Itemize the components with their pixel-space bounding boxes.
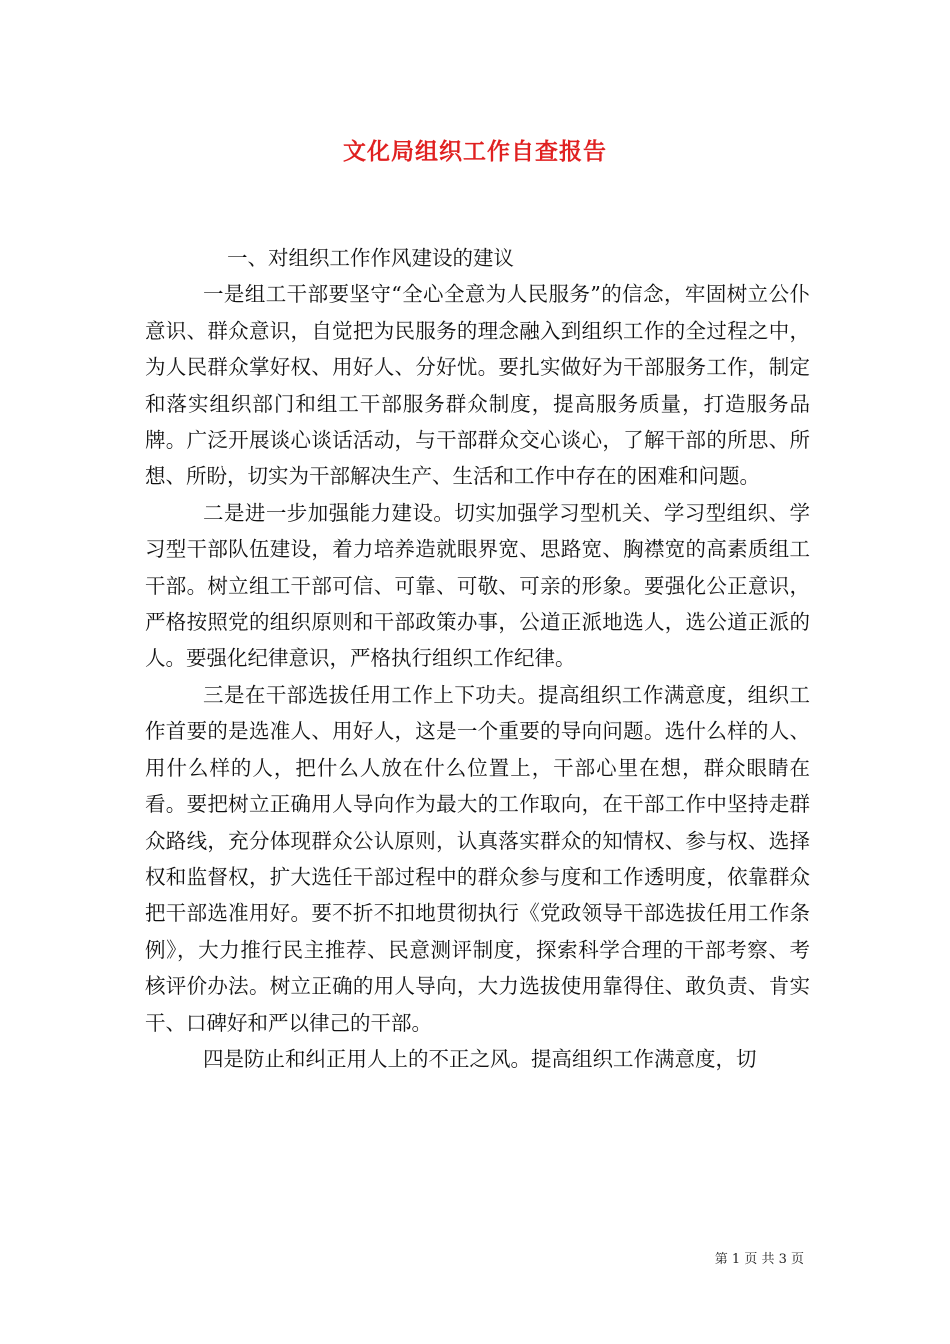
section-heading: 一、对组织工作作风建设的建议: [227, 246, 514, 270]
paragraph-1: 一是组工干部要坚守“全心全意为人民服务”的信念，牢固树立公仆意识、群众意识，自觉把为民服务的理念融入到组织工作的全过程之中，为人民群众掌好权、用好人、分好忧。要扎实做好为干部服务工作，制定和落实组织部门和组工干部服务群众制度，提高服务质量，打造服务品牌。广泛开展谈心谈话活动，与干部群众交心谈心，了解干部的所思、所想、所盼，切实为干部解决生产、生活和工作中存在的困难和问题。: [145, 282, 810, 489]
document-title: 文化局组织工作自查报告: [343, 138, 607, 165]
document-body: [145, 240, 810, 1077]
paragraph-3: 三是在干部选拔任用工作上下功夫。提高组织工作满意度，组织工作首要的是选准人、用好人，这是一个重要的导向问题。选什么样的人、用什么样的人，把什么人放在什么位置上，干部心里在想，群众眼睛在看。要把树立正确用人导向作为最大的工作取向，在干部工作中坚持走群众路线，充分体现群众公认原则，认真落实群众的知情权、参与权、选择权和监督权，扩大选任干部过程中的群众参与度和工作透明度，依靠群众把干部选准用好。要不折不扣地贯彻执行《党政领导干部选拔任用工作条例》，大力推行民主推荐、民意测评制度，探索科学合理的干部考察、考核评价办法。树立正确的用人导向，大力选拔使用靠得住、敢负责、肯实干、口碑好和严以律己的干部。: [145, 682, 810, 1035]
page-number: 第 1 页 共 3 页: [714, 1252, 804, 1267]
paragraph-2: 二是进一步加强能力建设。切实加强学习型机关、学习型组织、学习型干部队伍建设，着力培养造就眼界宽、思路宽、胸襟宽的高素质组工干部。树立组工干部可信、可靠、可敬、可亲的形象。要强化公正意识，严格按照党的组织原则和干部政策办事，公道正派地选人，选公道正派的人。要强化纪律意识，严格执行组织工作纪律。: [145, 500, 810, 671]
paragraph-4: 四是防止和纠正用人上的不正之风。提高组织工作满意度，切: [203, 1046, 757, 1071]
